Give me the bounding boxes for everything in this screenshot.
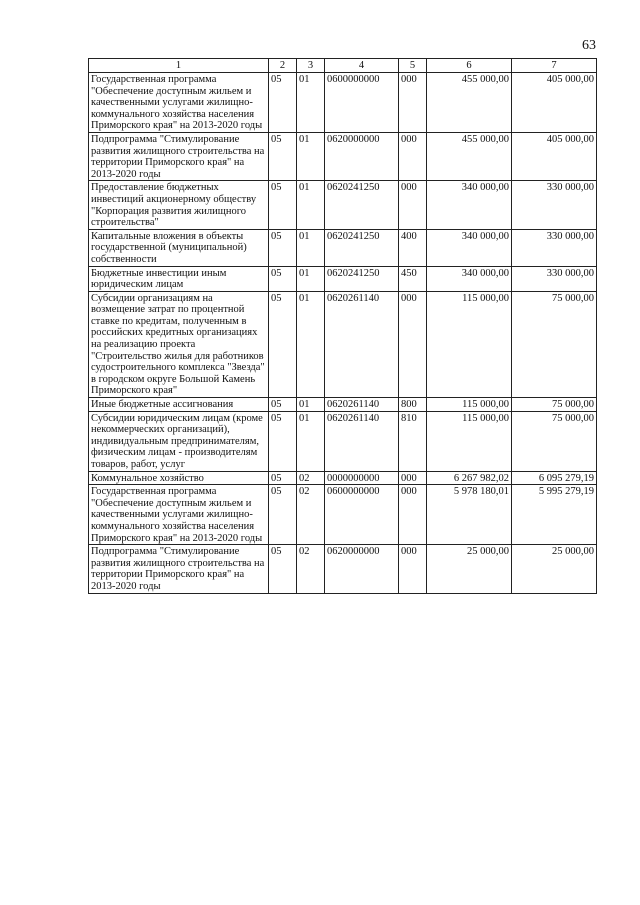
amount-col7: 330 000,00 — [512, 229, 597, 266]
column-header: 4 — [325, 59, 399, 73]
item-name: Подпрограмма "Стимулирование развития жилищного строительства на территории Приморского края" на 2013-2020 годы — [89, 132, 269, 180]
amount-col7: 405 000,00 — [512, 73, 597, 133]
amount-col6: 455 000,00 — [427, 73, 512, 133]
table-row — [89, 485, 597, 545]
subsection-code: 01 — [297, 181, 325, 229]
amount-col6: 115 000,00 — [427, 398, 512, 412]
subsection-code: 01 — [297, 291, 325, 397]
target-article-code: 0620261140 — [325, 291, 399, 397]
header-row — [89, 59, 597, 73]
table-row — [89, 411, 597, 471]
item-name: Иные бюджетные ассигнования — [89, 398, 269, 412]
section-code: 05 — [269, 485, 297, 545]
amount-col7: 5 995 279,19 — [512, 485, 597, 545]
expense-type-code: 000 — [399, 485, 427, 545]
budget-table — [88, 58, 597, 594]
item-name: Коммунальное хозяйство — [89, 471, 269, 485]
amount-col6: 340 000,00 — [427, 266, 512, 291]
item-name: Субсидии организациям на возмещение затрат по процентной ставке по кредитам, полученным в российских кредитных организациях на реализацию проекта "Строительство жилья для работников судостроительного комплекса "Звезда" в городском округе Большой Камень Приморского края" — [89, 291, 269, 397]
amount-col6: 340 000,00 — [427, 181, 512, 229]
expense-type-code: 000 — [399, 132, 427, 180]
amount-col7: 25 000,00 — [512, 545, 597, 593]
item-name: Подпрограмма "Стимулирование развития жилищного строительства на территории Приморского края" на 2013-2020 годы — [89, 545, 269, 593]
subsection-code: 02 — [297, 545, 325, 593]
amount-col7: 330 000,00 — [512, 181, 597, 229]
table-row — [89, 266, 597, 291]
column-header: 3 — [297, 59, 325, 73]
target-article-code: 0620261140 — [325, 398, 399, 412]
amount-col6: 115 000,00 — [427, 291, 512, 397]
amount-col6: 25 000,00 — [427, 545, 512, 593]
section-code: 05 — [269, 545, 297, 593]
amount-col6: 5 978 180,01 — [427, 485, 512, 545]
amount-col7: 75 000,00 — [512, 291, 597, 397]
section-code: 05 — [269, 132, 297, 180]
amount-col7: 330 000,00 — [512, 266, 597, 291]
subsection-code: 02 — [297, 471, 325, 485]
target-article-code: 0620241250 — [325, 266, 399, 291]
item-name: Государственная программа "Обеспечение доступным жильем и качественными услугами жилищно-коммунального хозяйства населения Приморского края" на 2013-2020 годы — [89, 73, 269, 133]
table-row — [89, 229, 597, 266]
expense-type-code: 400 — [399, 229, 427, 266]
target-article-code: 0620000000 — [325, 545, 399, 593]
subsection-code: 01 — [297, 229, 325, 266]
table-row — [89, 545, 597, 593]
amount-col6: 115 000,00 — [427, 411, 512, 471]
table-header — [89, 59, 597, 73]
amount-col7: 6 095 279,19 — [512, 471, 597, 485]
expense-type-code: 000 — [399, 181, 427, 229]
expense-type-code: 000 — [399, 545, 427, 593]
column-header: 2 — [269, 59, 297, 73]
column-header: 1 — [89, 59, 269, 73]
item-name: Предоставление бюджетных инвестиций акционерному обществу "Корпорация развития жилищного строительства" — [89, 181, 269, 229]
target-article-code: 0620261140 — [325, 411, 399, 471]
section-code: 05 — [269, 229, 297, 266]
table-row — [89, 73, 597, 133]
expense-type-code: 000 — [399, 73, 427, 133]
target-article-code: 0600000000 — [325, 73, 399, 133]
expense-type-code: 000 — [399, 291, 427, 397]
column-header: 5 — [399, 59, 427, 73]
item-name: Бюджетные инвестиции иным юридическим лицам — [89, 266, 269, 291]
expense-type-code: 450 — [399, 266, 427, 291]
table-row — [89, 181, 597, 229]
item-name: Субсидии юридическим лицам (кроме некоммерческих организаций), индивидуальным предпринимателям, физическим лицам - производителям товаров, работ, услуг — [89, 411, 269, 471]
section-code: 05 — [269, 73, 297, 133]
subsection-code: 01 — [297, 73, 325, 133]
table-body — [89, 73, 597, 594]
column-header: 7 — [512, 59, 597, 73]
section-code: 05 — [269, 398, 297, 412]
page-number: 63 — [582, 38, 596, 53]
amount-col7: 75 000,00 — [512, 398, 597, 412]
expense-type-code: 810 — [399, 411, 427, 471]
section-code: 05 — [269, 266, 297, 291]
target-article-code: 0000000000 — [325, 471, 399, 485]
column-header: 6 — [427, 59, 512, 73]
amount-col6: 6 267 982,02 — [427, 471, 512, 485]
subsection-code: 01 — [297, 266, 325, 291]
section-code: 05 — [269, 411, 297, 471]
section-code: 05 — [269, 471, 297, 485]
amount-col6: 340 000,00 — [427, 229, 512, 266]
expense-type-code: 000 — [399, 471, 427, 485]
table-row — [89, 471, 597, 485]
subsection-code: 01 — [297, 411, 325, 471]
section-code: 05 — [269, 291, 297, 397]
expense-type-code: 800 — [399, 398, 427, 412]
subsection-code: 01 — [297, 398, 325, 412]
amount-col7: 75 000,00 — [512, 411, 597, 471]
table-row — [89, 291, 597, 397]
table-row — [89, 132, 597, 180]
target-article-code: 0620241250 — [325, 181, 399, 229]
target-article-code: 0620000000 — [325, 132, 399, 180]
table-row — [89, 398, 597, 412]
target-article-code: 0620241250 — [325, 229, 399, 266]
item-name: Государственная программа "Обеспечение доступным жильем и качественными услугами жилищно-коммунального хозяйства населения Приморского края" на 2013-2020 годы — [89, 485, 269, 545]
amount-col7: 405 000,00 — [512, 132, 597, 180]
amount-col6: 455 000,00 — [427, 132, 512, 180]
subsection-code: 02 — [297, 485, 325, 545]
item-name: Капитальные вложения в объекты государственной (муниципальной) собственности — [89, 229, 269, 266]
target-article-code: 0600000000 — [325, 485, 399, 545]
subsection-code: 01 — [297, 132, 325, 180]
section-code: 05 — [269, 181, 297, 229]
